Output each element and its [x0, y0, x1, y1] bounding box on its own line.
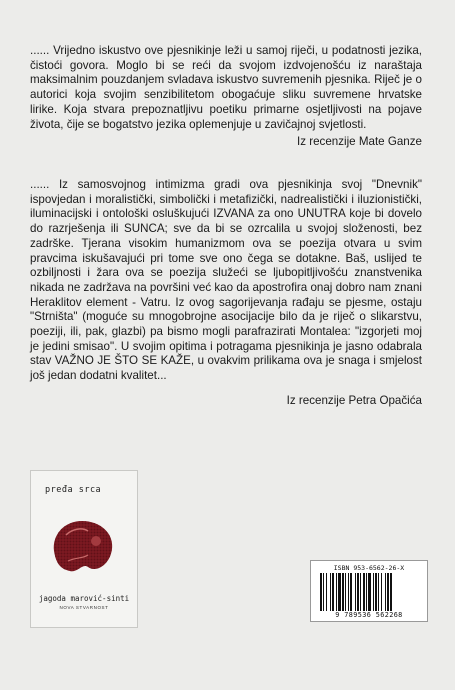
barcode-bar: [378, 573, 379, 611]
barcode-bar: [345, 573, 346, 611]
barcode-bar: [357, 573, 359, 611]
barcode-bar: [338, 573, 341, 611]
barcode-bar: [355, 573, 356, 611]
isbn-label: ISBN 953-6562-26-X: [333, 564, 405, 572]
thumbnail-publisher: NOVA STVARNOST: [59, 605, 109, 610]
barcode-bar: [350, 573, 352, 611]
barcode-bars: [319, 573, 419, 611]
thumbnail-author: jagoda marović-sinti: [38, 594, 130, 603]
barcode-bar: [332, 573, 334, 611]
barcode-bar: [348, 573, 349, 611]
barcode-bar: [363, 573, 365, 611]
barcode-bar: [366, 573, 367, 611]
barcode-bar: [320, 573, 322, 611]
front-cover-thumbnail: [30, 470, 138, 628]
barcode-bar: [323, 573, 324, 611]
isbn-barcode: [310, 560, 428, 622]
barcode-bar: [360, 573, 361, 611]
review-text: ...... Vrijedno iskustvo ove pjesnikinje leži u samoj riječi, u podatnosti jezika, čistoći govora. Moglo bi se reći da svojom izdvojenošću iz naraštaja maksimalnim pouzdanjem svladava iskustvo suvremenih pjesnika. Riječ je o autorici koja svojim senzibilitetom obogaćuje sliku suvremene hrvatske lirike. Koja stvara prepoznatljivu poetiku primarne osjetljivosti na pojave života, čije se bogatstvo jezika oplemenjuje u zavičajnoj svjetlosti.: [30, 44, 422, 131]
barcode-bar: [326, 573, 327, 611]
review-petra-opacica: [30, 178, 422, 409]
barcode-bar: [390, 573, 392, 611]
barcode-bar: [387, 573, 389, 611]
barcode-bar: [375, 573, 377, 611]
review-attribution: Iz recenzije Mate Ganze: [296, 135, 422, 149]
barcode-bar: [381, 573, 382, 611]
barcode-bar: [368, 573, 371, 611]
review-text: ...... Iz samosvojnog intimizma gradi ova pjesnikinja svoj "Dnevnik" ispovjedan i moralistički, simbolički i metafizički, nadrealistički i iluzionistički, iluminacijski i ontološki osluškujući IZVANA za ono UNUTRA koje bi dovelo do razrješenja ili SUNCA; sve da bi se ozrcalila u svojoj složenosti, bez zadrške. Tjerana visokim humanizmom ova se poezija otvara u svim pravcima iskušavajući pri tome sve ono čega se dotakne. Baš, uslijed te ozbiljnosti i žara ova se poezija služeći se ljubopitljivošću znanstvenika nikada ne zadržava na površini već kao da apostrofira onaj dobro nam znani Heraklitov element - Vatru. Iz ovog sagorijevanja rađaju se pjesme, ostaju "Strništa" (moguće su mnogobrojne asocijacije bilo da je riječ o slikarstvu, poeziji, ili, pak, glazbi) pa bismo mogli parafrazirati Montalea: "izgorjeti moj je jedini smisao". U svojim opitima i potragama pjesnikinja je jasno odabrala stav VAŽNO JE ŠTO SE KAŽE, u ovakvim prilikama ova je snaga i smjelost još jedan dodatni kvalitet...: [30, 178, 422, 383]
review-mate-ganze: [30, 44, 422, 150]
thumbnail-artwork: [48, 513, 118, 583]
barcode-bar: [336, 573, 337, 611]
barcode-bar: [342, 573, 344, 611]
review-attribution: Iz recenzije Petra Opačića: [286, 393, 422, 407]
thumbnail-title: pređa srca: [45, 485, 102, 495]
barcode-number: 9 789536 562268: [335, 611, 403, 619]
barcode-bar: [330, 573, 331, 611]
barcode-bar: [373, 573, 374, 611]
barcode-bar: [385, 573, 386, 611]
